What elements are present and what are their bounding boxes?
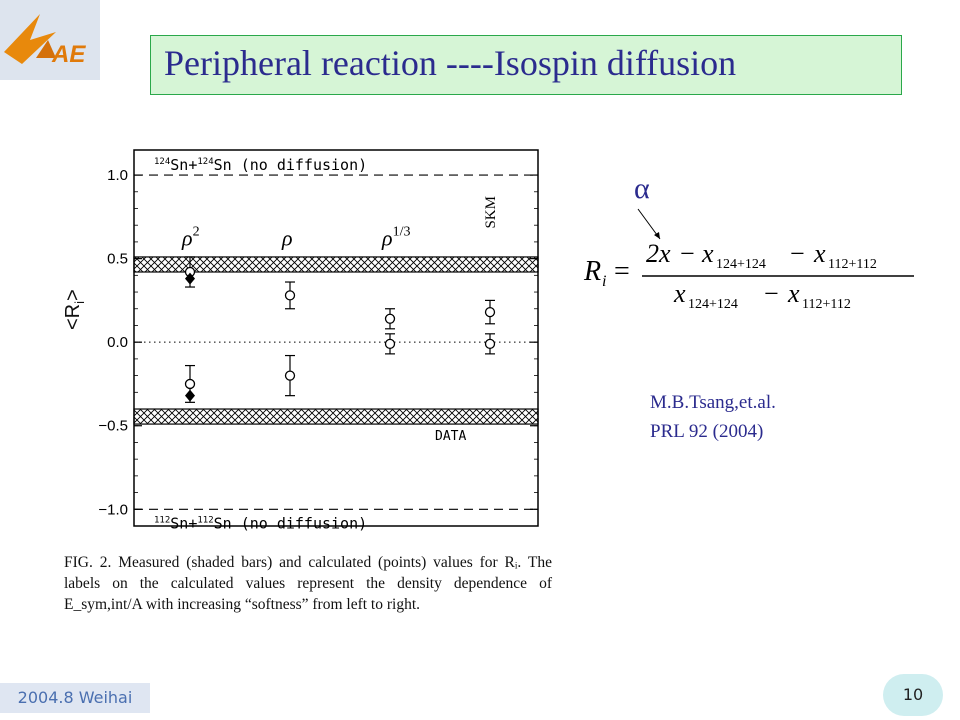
data-point-open: [386, 339, 395, 348]
reference-journal: PRL 92 (2004): [650, 421, 764, 442]
y-tick-label: −0.5: [98, 417, 128, 435]
plot-frame: [134, 150, 538, 526]
reference-line-label: $^{112}$Sn+$^{112}$Sn (no diffusion): [154, 514, 368, 533]
data-point-diamond: [185, 390, 195, 402]
y-tick-label: −1.0: [98, 501, 128, 519]
category-label: ρ: [282, 225, 293, 251]
reference-line-label: $^{124}$Sn+$^{124}$Sn (no diffusion): [154, 156, 368, 175]
data-point-open: [286, 291, 295, 300]
ri-formula: [580, 236, 920, 310]
footer-date: 2004.8 Weihai: [0, 683, 150, 713]
y-tick-label: 0.5: [107, 250, 128, 268]
page-number: 10: [883, 674, 943, 716]
y-tick-label: 1.0: [107, 167, 128, 185]
slide-title: Peripheral reaction ----Isospin diffusion: [164, 43, 737, 83]
formula-lhs-sub: i: [602, 273, 607, 290]
title-box: [150, 35, 902, 95]
svg-text:AE: AE: [52, 41, 86, 68]
category-label: SKM: [483, 196, 499, 229]
formula-equals: =: [614, 256, 630, 287]
formula-num-sub2: 112+112: [828, 257, 877, 272]
alpha-symbol: α: [634, 172, 650, 205]
figure-caption: FIG. 2. Measured (shaded bars) and calculated (points) values for Rᵢ. The labels on the calculated values represent the density dependence of E_sym,int/A with increasing “softness” from left to right.: [64, 554, 552, 613]
formula-num-sub1: 124+124: [716, 257, 766, 272]
data-band-label: DATA: [435, 429, 467, 445]
data-point-open: [486, 308, 495, 317]
category-label: $\rho^{1/3}$: [382, 224, 411, 251]
formula-den-sub1: 124+124: [688, 297, 738, 310]
formula-num-x2: x: [814, 239, 826, 268]
formula-den-x2: x: [788, 279, 800, 308]
logo-icon: [0, 0, 100, 80]
data-point-open: [386, 314, 395, 323]
formula-num-minus2: −: [790, 239, 805, 268]
reference: [650, 388, 776, 446]
y-tick-label: 0.0: [107, 334, 128, 352]
data-point-open: [486, 339, 495, 348]
formula-den-x1: x: [674, 279, 686, 308]
isospin-chart: [60, 140, 550, 540]
formula-lhs: R: [584, 256, 602, 287]
formula-den-sub2: 112+112: [802, 297, 851, 310]
formula-num-x1: x: [702, 239, 714, 268]
formula-den-minus: −: [764, 279, 779, 308]
y-axis-label: $<R_i>$: [62, 289, 87, 330]
category-label: $\rho^2$: [182, 224, 200, 251]
formula-num-minus1: −: [680, 239, 695, 268]
reference-authors: M.B.Tsang,et.al.: [650, 392, 776, 413]
formula-num-lead: 2x: [646, 239, 671, 268]
data-band: [134, 409, 538, 424]
data-point-open: [286, 371, 295, 380]
data-point-open: [186, 379, 195, 388]
